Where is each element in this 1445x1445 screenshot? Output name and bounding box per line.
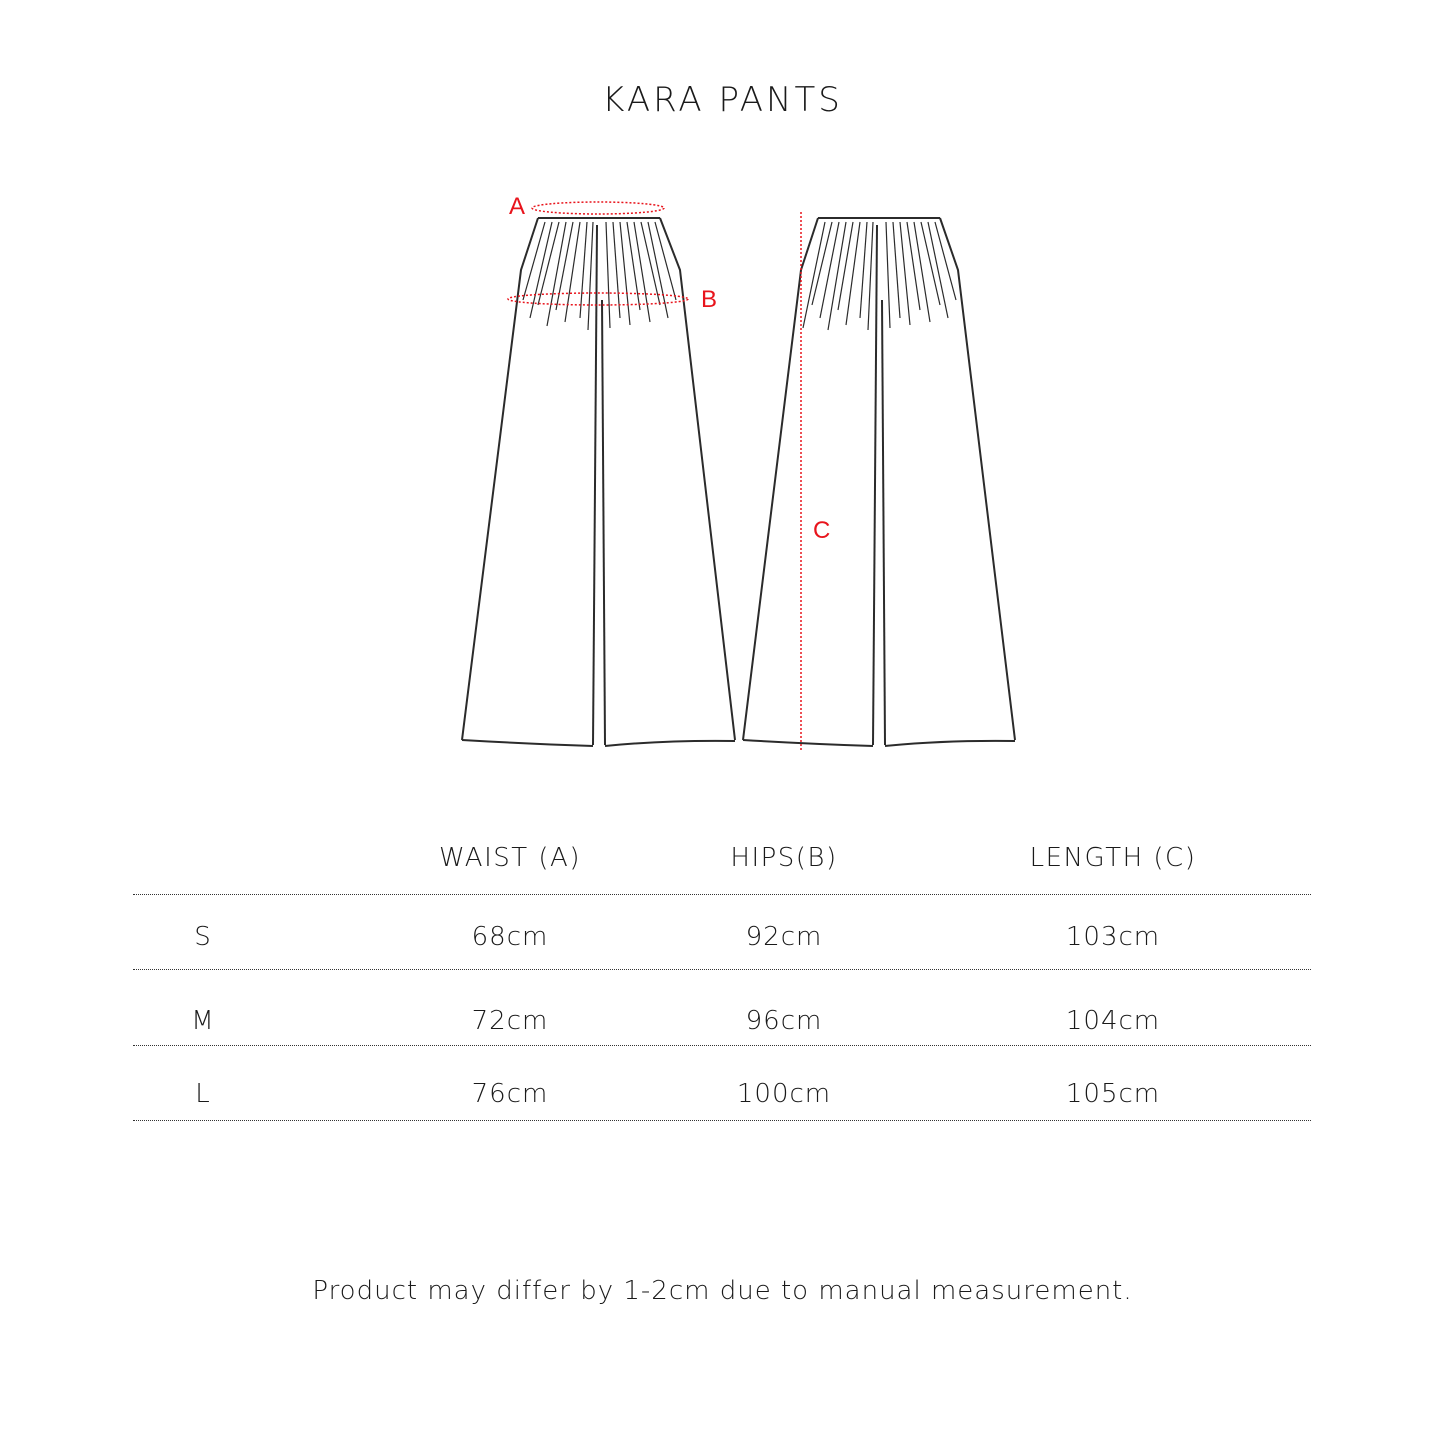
page-title: KARA PANTS bbox=[602, 80, 843, 120]
waist-value: 68cm bbox=[471, 922, 549, 952]
divider bbox=[133, 969, 1311, 970]
waist-value: 76cm bbox=[471, 1079, 549, 1109]
hips-measure-marker bbox=[508, 293, 688, 305]
length-value: 103cm bbox=[1065, 922, 1161, 952]
label-a: A bbox=[509, 193, 526, 220]
header-hips: HIPS(B) bbox=[730, 843, 838, 873]
label-c: C bbox=[813, 517, 831, 544]
size-label: L bbox=[195, 1079, 211, 1109]
divider bbox=[133, 1120, 1311, 1121]
header-waist: WAIST (A) bbox=[439, 843, 581, 873]
waist-value: 72cm bbox=[471, 1006, 549, 1036]
waist-measure-marker bbox=[532, 202, 664, 214]
measurement-note: Product may differ by 1-2cm due to manual measurement. bbox=[312, 1276, 1133, 1306]
divider bbox=[133, 1045, 1311, 1046]
size-label: M bbox=[191, 1006, 215, 1036]
divider bbox=[133, 894, 1311, 895]
hips-value: 100cm bbox=[736, 1079, 832, 1109]
label-b: B bbox=[701, 286, 718, 313]
hips-value: 96cm bbox=[745, 1006, 823, 1036]
header-length: LENGTH (C) bbox=[1029, 843, 1197, 873]
hips-value: 92cm bbox=[745, 922, 823, 952]
length-value: 104cm bbox=[1065, 1006, 1161, 1036]
size-label: S bbox=[194, 922, 212, 952]
length-value: 105cm bbox=[1065, 1079, 1161, 1109]
